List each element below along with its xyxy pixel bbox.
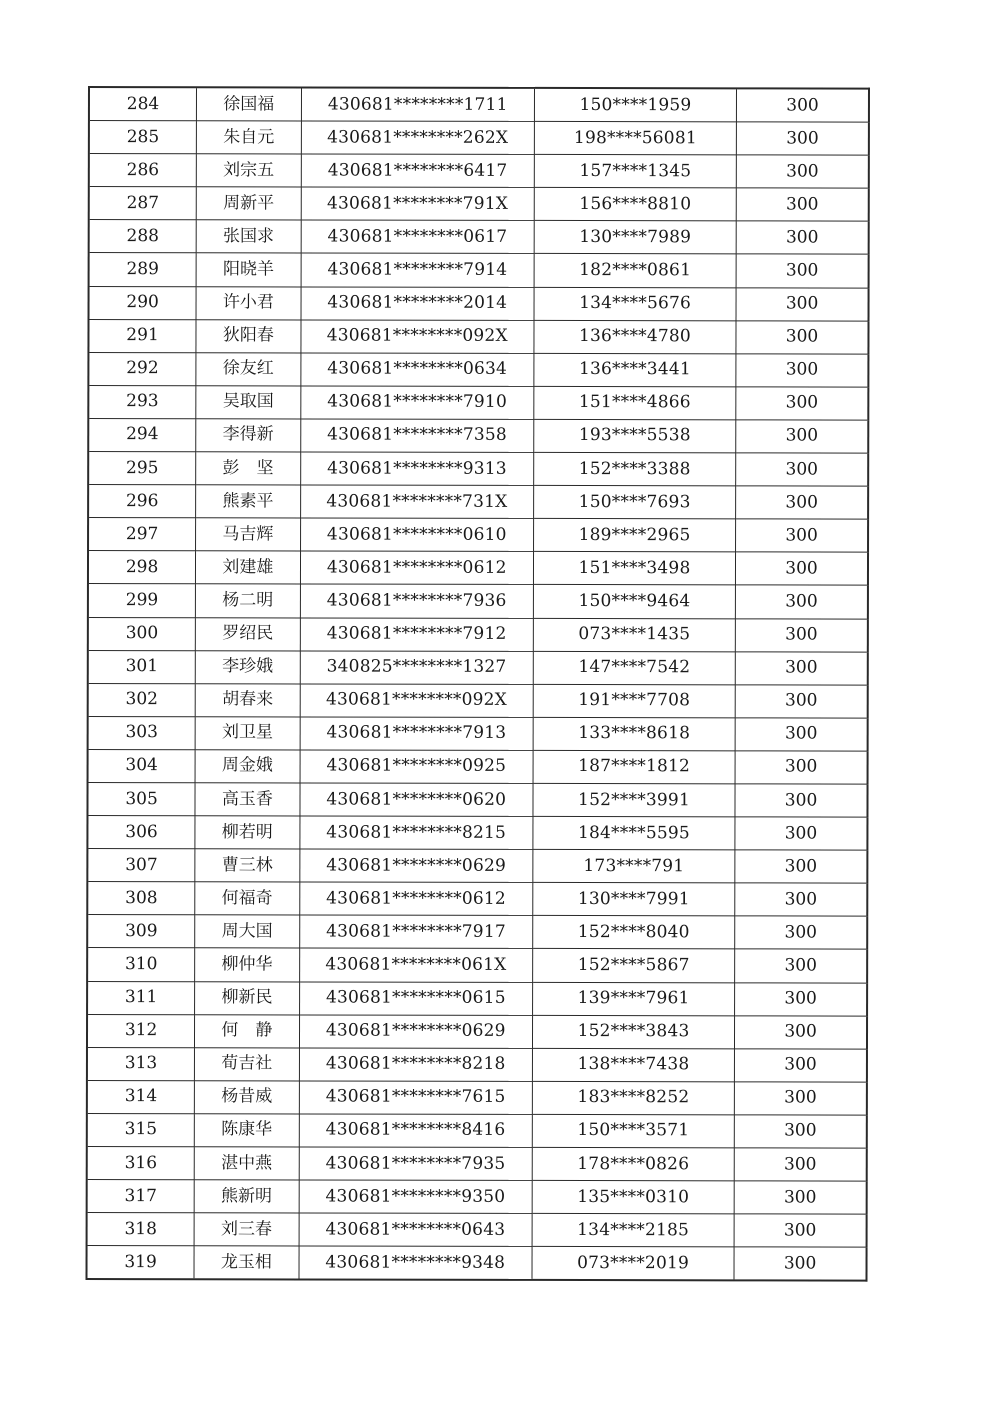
row-number-cell: 295 (88, 452, 196, 485)
name-cell: 胡春来 (195, 683, 299, 716)
row-number-cell: 292 (88, 352, 196, 385)
table-row (89, 187, 869, 222)
id-number-cell: 430681********0615 (299, 981, 532, 1015)
name-cell: 曹三林 (195, 849, 299, 882)
table-row (89, 154, 869, 189)
name-cell: 张国求 (196, 220, 300, 253)
id-number-cell: 430681********1711 (301, 87, 534, 121)
amount-cell: 300 (736, 287, 868, 320)
row-number-cell: 310 (87, 948, 195, 981)
name-cell: 李珍娥 (195, 650, 299, 683)
name-cell: 何福奇 (195, 882, 299, 915)
id-number-cell: 430681********8215 (299, 816, 532, 850)
phone-cell: 136****3441 (534, 353, 736, 387)
name-cell: 周大国 (195, 915, 299, 948)
phone-cell: 152****3843 (532, 1015, 734, 1049)
id-number-cell: 430681********0634 (300, 353, 533, 387)
row-number-cell: 287 (89, 187, 197, 220)
phone-cell: 187****1812 (533, 750, 735, 784)
phone-cell: 152****5867 (533, 949, 735, 983)
amount-cell: 300 (735, 949, 867, 982)
phone-cell: 130****7989 (534, 221, 736, 255)
id-number-cell: 430681********9348 (299, 1246, 532, 1280)
phone-cell: 191****7708 (533, 684, 735, 718)
row-number-cell: 319 (87, 1246, 195, 1280)
phone-cell: 178****0826 (532, 1147, 734, 1181)
row-number-cell: 297 (88, 518, 196, 551)
name-cell: 柳若明 (195, 816, 299, 849)
amount-cell: 300 (735, 751, 867, 784)
table-row (88, 683, 868, 718)
table-row (87, 1080, 867, 1115)
table-row (87, 915, 867, 950)
name-cell: 阳晓羊 (196, 253, 300, 286)
row-number-cell: 309 (87, 915, 195, 948)
table-body (87, 87, 869, 1281)
id-number-cell: 430681********0617 (301, 220, 534, 254)
phone-cell: 156****8810 (534, 188, 736, 222)
table-row (88, 617, 868, 652)
row-number-cell: 312 (87, 1014, 195, 1047)
amount-cell: 300 (736, 387, 868, 420)
amount-cell: 300 (735, 784, 867, 817)
name-cell: 柳新民 (195, 981, 299, 1014)
name-cell: 杨昔威 (195, 1081, 299, 1114)
phone-cell: 133****8618 (533, 717, 735, 751)
table-row (88, 518, 868, 553)
amount-cell: 300 (735, 982, 867, 1015)
id-number-cell: 430681********0925 (300, 750, 533, 784)
id-number-cell: 430681********7917 (299, 915, 532, 949)
phone-cell: 157****1345 (534, 155, 736, 189)
phone-cell: 073****2019 (532, 1247, 734, 1281)
amount-cell: 300 (736, 221, 868, 254)
phone-cell: 134****2185 (532, 1214, 734, 1248)
phone-cell: 198****56081 (534, 122, 736, 156)
amount-cell: 300 (736, 188, 868, 221)
name-cell: 高玉香 (195, 783, 299, 816)
name-cell: 熊素平 (196, 485, 300, 518)
id-number-cell: 430681********6417 (301, 154, 534, 188)
amount-cell: 300 (736, 155, 868, 188)
phone-cell: 073****1435 (533, 618, 735, 652)
name-cell: 许小君 (196, 286, 300, 319)
id-number-cell: 340825********1327 (300, 651, 533, 685)
id-number-cell: 430681********0620 (300, 783, 533, 817)
row-number-cell: 315 (87, 1113, 195, 1146)
id-number-cell: 430681********9313 (300, 452, 533, 486)
name-cell: 狄阳春 (196, 319, 300, 352)
row-number-cell: 298 (88, 551, 196, 584)
roster-table (85, 86, 869, 1282)
table-row (89, 87, 869, 122)
table-row (87, 948, 867, 983)
phone-cell: 152****3388 (534, 452, 736, 486)
table-row (87, 1113, 867, 1148)
id-number-cell: 430681********791X (301, 187, 534, 221)
name-cell: 柳仲华 (195, 948, 299, 981)
row-number-cell: 296 (88, 485, 196, 518)
name-cell: 周新平 (196, 187, 300, 220)
table-row (87, 1246, 867, 1281)
phone-cell: 150****3571 (532, 1114, 734, 1148)
id-number-cell: 430681********7914 (301, 253, 534, 287)
name-cell: 罗绍民 (195, 617, 299, 650)
phone-cell: 152****8040 (533, 916, 735, 950)
id-number-cell: 430681********7615 (299, 1081, 532, 1115)
table-row (89, 253, 869, 288)
row-number-cell: 303 (88, 716, 196, 749)
id-number-cell: 430681********7935 (299, 1147, 532, 1181)
amount-cell: 300 (735, 618, 867, 651)
row-number-cell: 299 (88, 584, 196, 617)
table-row (88, 749, 868, 784)
name-cell: 刘宗五 (196, 154, 300, 187)
amount-cell: 300 (734, 1181, 866, 1214)
name-cell: 李得新 (196, 419, 300, 452)
name-cell: 马吉辉 (196, 518, 300, 551)
table-row (88, 551, 868, 586)
table-row (87, 816, 867, 851)
row-number-cell: 302 (88, 683, 196, 716)
phone-cell: 138****7438 (532, 1048, 734, 1082)
table-row (87, 1146, 867, 1181)
amount-cell: 300 (734, 1214, 866, 1247)
phone-cell: 136****4780 (534, 320, 736, 354)
phone-cell: 182****0861 (534, 254, 736, 288)
phone-cell: 130****7991 (533, 883, 735, 917)
name-cell: 吴取国 (196, 386, 300, 419)
name-cell: 何 静 (195, 1014, 299, 1047)
phone-cell: 150****1959 (534, 88, 736, 122)
row-number-cell: 304 (88, 749, 196, 782)
table-row (87, 1180, 867, 1215)
name-cell: 刘卫星 (195, 717, 299, 750)
amount-cell: 300 (736, 321, 868, 354)
phone-cell: 189****2965 (533, 519, 735, 553)
amount-cell: 300 (736, 453, 868, 486)
id-number-cell: 430681********061X (299, 948, 532, 982)
id-number-cell: 430681********731X (300, 485, 533, 519)
table-row (87, 1213, 867, 1248)
id-number-cell: 430681********8416 (299, 1114, 532, 1148)
name-cell: 刘建雄 (196, 551, 300, 584)
phone-cell: 134****5676 (534, 287, 736, 321)
id-number-cell: 430681********8218 (299, 1048, 532, 1082)
id-number-cell: 430681********0612 (300, 551, 533, 585)
table-row (88, 352, 868, 387)
amount-cell: 300 (735, 718, 867, 751)
table-row (87, 782, 867, 817)
row-number-cell: 307 (87, 849, 195, 882)
row-number-cell: 289 (89, 253, 197, 286)
phone-cell: 151****4866 (534, 386, 736, 420)
amount-cell: 300 (736, 254, 868, 287)
phone-cell: 152****3991 (533, 783, 735, 817)
phone-cell: 151****3498 (533, 552, 735, 586)
row-number-cell: 291 (88, 319, 196, 352)
table-row (88, 485, 868, 520)
id-number-cell: 430681********0612 (299, 882, 532, 916)
table-row (87, 882, 867, 917)
table-row (87, 1047, 867, 1082)
name-cell: 刘三春 (194, 1213, 298, 1246)
phone-cell: 193****5538 (534, 419, 736, 453)
amount-cell: 300 (736, 552, 868, 585)
row-number-cell: 301 (88, 650, 196, 683)
id-number-cell: 430681********0610 (300, 518, 533, 552)
amount-cell: 300 (735, 685, 867, 718)
row-number-cell: 317 (87, 1180, 195, 1213)
amount-cell: 300 (734, 1049, 866, 1082)
table-row (89, 220, 869, 255)
amount-cell: 300 (734, 1115, 866, 1148)
row-number-cell: 311 (87, 981, 195, 1014)
id-number-cell: 430681********7358 (300, 419, 533, 453)
table-row (89, 286, 869, 321)
name-cell: 荀吉社 (195, 1047, 299, 1080)
amount-cell: 300 (735, 916, 867, 949)
name-cell: 周金娥 (195, 750, 299, 783)
row-number-cell: 294 (88, 418, 196, 451)
table-row (88, 452, 868, 487)
amount-cell: 300 (734, 1082, 866, 1115)
row-number-cell: 306 (87, 816, 195, 849)
name-cell: 湛中燕 (194, 1147, 298, 1180)
table-row (88, 716, 868, 751)
amount-cell: 300 (735, 883, 867, 916)
table-row (88, 584, 868, 619)
amount-cell: 300 (734, 1148, 866, 1181)
amount-cell: 300 (736, 420, 868, 453)
amount-cell: 300 (735, 850, 867, 883)
id-number-cell: 430681********0629 (299, 849, 532, 883)
table-row (88, 418, 868, 453)
name-cell: 徐友红 (196, 352, 300, 385)
row-number-cell: 305 (87, 782, 195, 815)
id-number-cell: 430681********092X (301, 320, 534, 354)
row-number-cell: 316 (87, 1146, 195, 1179)
row-number-cell: 313 (87, 1047, 195, 1080)
id-number-cell: 430681********262X (301, 121, 534, 155)
id-number-cell: 430681********9350 (299, 1180, 532, 1214)
amount-cell: 300 (735, 1015, 867, 1048)
amount-cell: 300 (737, 88, 869, 122)
id-number-cell: 430681********2014 (301, 287, 534, 321)
phone-cell: 173****791 (533, 850, 735, 884)
row-number-cell: 300 (88, 617, 196, 650)
row-number-cell: 290 (89, 286, 197, 319)
id-number-cell: 430681********7936 (300, 584, 533, 618)
amount-cell: 300 (736, 486, 868, 519)
phone-cell: 150****9464 (533, 585, 735, 619)
id-number-cell: 430681********0643 (299, 1213, 532, 1247)
name-cell: 陈康华 (194, 1114, 298, 1147)
amount-cell: 300 (736, 519, 868, 552)
phone-cell: 139****7961 (533, 982, 735, 1016)
table-row (89, 121, 869, 156)
amount-cell: 300 (735, 651, 867, 684)
table-row (87, 1014, 867, 1049)
row-number-cell: 314 (87, 1080, 195, 1113)
row-number-cell: 285 (89, 121, 197, 154)
phone-cell: 184****5595 (533, 816, 735, 850)
name-cell: 熊新明 (194, 1180, 298, 1213)
name-cell: 彭 坚 (196, 452, 300, 485)
amount-cell: 300 (736, 122, 868, 155)
id-number-cell: 430681********7913 (300, 717, 533, 751)
name-cell: 杨二明 (196, 584, 300, 617)
table-row (87, 981, 867, 1016)
row-number-cell: 288 (89, 220, 197, 253)
name-cell: 龙玉相 (194, 1246, 298, 1280)
name-cell: 徐国福 (197, 87, 301, 121)
table-row (88, 650, 868, 685)
row-number-cell: 284 (89, 87, 197, 121)
amount-cell: 300 (734, 1247, 866, 1281)
table-row (87, 849, 867, 884)
id-number-cell: 430681********7910 (300, 386, 533, 420)
phone-cell: 135****0310 (532, 1181, 734, 1215)
id-number-cell: 430681********0629 (299, 1015, 532, 1049)
phone-cell: 150****7693 (534, 486, 736, 520)
row-number-cell: 318 (87, 1213, 195, 1246)
amount-cell: 300 (735, 817, 867, 850)
amount-cell: 300 (736, 354, 868, 387)
amount-cell: 300 (735, 585, 867, 618)
phone-cell: 183****8252 (532, 1081, 734, 1115)
table-row (88, 385, 868, 420)
phone-cell: 147****7542 (533, 651, 735, 685)
name-cell: 朱自元 (197, 121, 301, 154)
table-row (88, 319, 868, 354)
id-number-cell: 430681********092X (300, 684, 533, 718)
row-number-cell: 308 (87, 882, 195, 915)
id-number-cell: 430681********7912 (300, 617, 533, 651)
row-number-cell: 293 (88, 385, 196, 418)
row-number-cell: 286 (89, 154, 197, 187)
